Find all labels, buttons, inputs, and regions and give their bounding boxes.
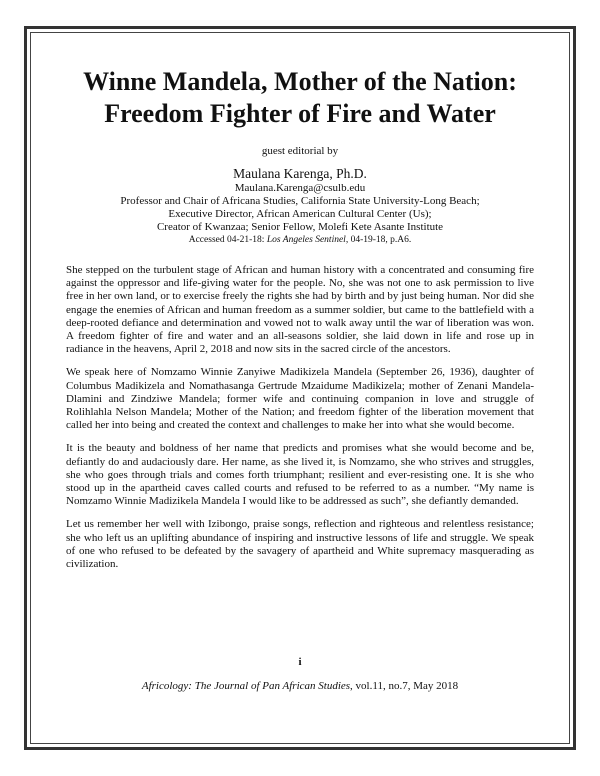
author-affiliation-3: Creator of Kwanzaa; Senior Fellow, Molefi Kete Asante Institute <box>156 221 444 233</box>
author-name: Maulana Karenga, Ph.D. <box>233 166 367 181</box>
paragraph-1: She stepped on the turbulent stage of African and human history with a concentrated and consuming fire against the oppressor and life-giving water for the people. No, she was not one to ask permission to live free in her own land, or to exercise freely the rights she had by birth and by just being human. Nor did she engage the enemies of African and human freedom as a summer soldier, but came to the battlefield with a deep-rooted defiance and determination and vowed not to walk away until the war of liberation was won. A freedom fighter of fire and water and an all-seasons soldier, she laid down in life and rose up in radiance in the heavens, April 2, 2018 and now sits in the sacred circle of the ancestors. <box>66 264 534 356</box>
author-block <box>60 166 540 246</box>
title-line-1: Winne Mandela, Mother of the Nation: <box>83 67 517 96</box>
author-affiliation-2: Executive Director, African American Cultural Center (Us); <box>168 208 432 220</box>
accessed-prefix: Accessed 04-21-18: <box>188 235 267 245</box>
author-email: Maulana.Karenga@csulb.edu <box>234 182 366 194</box>
page-number: i <box>298 656 302 668</box>
article-title <box>60 66 540 130</box>
journal-name: Africology: The Journal of Pan African Studies <box>141 680 351 692</box>
paragraph-4: Let us remember her well with Izibongo, praise songs, reflection and righteous and relentless resistance; she who left us an uplifting abundance of inspiring and instructive lessons of life and struggle. We speak of one who refused to be defeated by the savagery of apartheid and White supremacy masquerading as civilization. <box>66 518 534 571</box>
accessed-suffix: , 04-19-18, p.A6. <box>345 235 412 245</box>
guest-editorial-label: guest editorial by <box>261 145 339 157</box>
paragraph-2: We speak here of Nomzamo Winnie Zanyiwe Madikizela Mandela (September 26, 1936), daughter of Columbus Madikizela and Nomathasanga Gertrude Mzaidume Madikizela; mother of Zenani Mandela-Dlamini and Zindziwe Mandela; former wife and continuing companion in love and struggle of Rolihlahla Nelson Mandela; Mother of the Nation; and freedom fighter of the liberation movement that called her into being and created the context and challenges to make her into what she would become. <box>66 366 534 432</box>
author-affiliation-1: Professor and Chair of Africana Studies, California State University-Long Beach; <box>120 195 480 207</box>
paragraph-3: It is the beauty and boldness of her name that predicts and promises what she would become and be, defiantly do and audaciously dare. Her name, as she lived it, is Nomzamo, she who strives and struggles, she who goes through trials and comes forth triumphant; resilient and ever-resisting one. It is she who stood up in the apartheid caves called courts and refused to be referred to as a number. “My name is Nomzamo Winnie Madizikela Mandela I would like to be addressed as such”, she defiantly demanded. <box>66 442 534 508</box>
accessed-note <box>60 234 540 246</box>
journal-issue: , vol.11, no.7, May 2018 <box>350 680 459 692</box>
title-line-2: Freedom Fighter of Fire and Water <box>104 99 496 128</box>
journal-footer <box>60 680 540 692</box>
accessed-source: Los Angeles Sentinel <box>266 235 346 245</box>
article-body <box>66 264 534 581</box>
